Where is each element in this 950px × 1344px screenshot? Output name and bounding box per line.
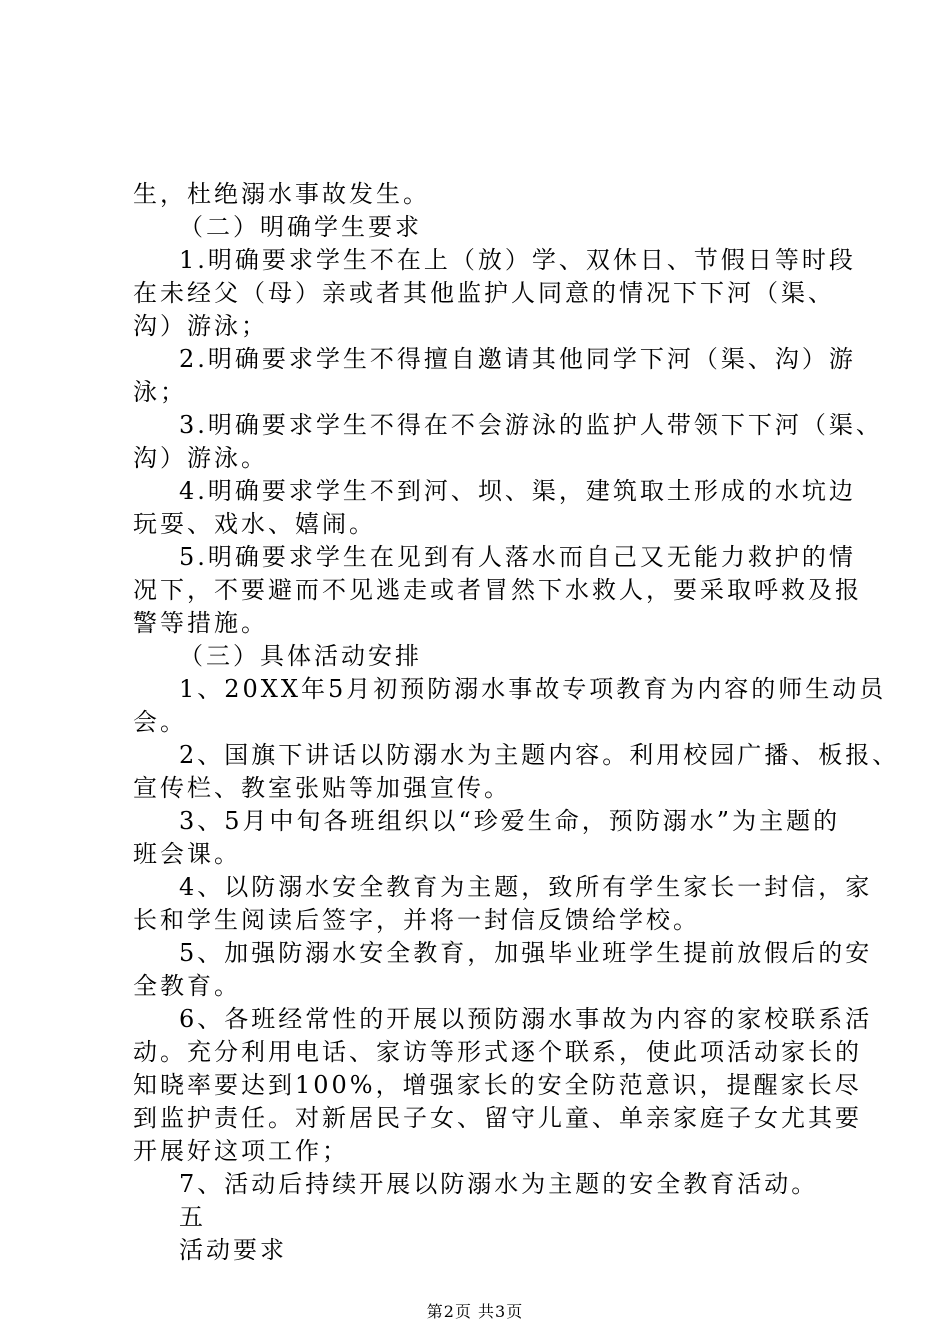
text-line: 1.明确要求学生不在上（放）学、双休日、节假日等时段: [179, 246, 856, 274]
text-line: 7、活动后持续开展以防溺水为主题的安全教育活动。: [179, 1170, 819, 1198]
text-line: 全教育。: [133, 972, 241, 1000]
text-line: 3、5月中旬各班组织以“珍爱生命，预防溺水”为主题的: [179, 807, 841, 835]
text-line: 宣传栏、教室张贴等加强宣传。: [133, 774, 511, 802]
text-line: 1、20XX年5月初预防溺水事故专项教育为内容的师生动员: [179, 675, 887, 703]
text-line: 沟）游泳。: [133, 444, 268, 472]
text-line: 6、各班经常性的开展以预防溺水事故为内容的家校联系活: [179, 1005, 873, 1033]
section-number: 五: [179, 1203, 206, 1231]
page-footer: 第2页 共3页: [426, 1302, 524, 1321]
text-line: 2、国旗下讲话以防溺水为主题内容。利用校园广播、板报、: [179, 741, 900, 769]
text-line: 在未经父（母）亲或者其他监护人同意的情况下下河（渠、: [133, 279, 835, 307]
text-line: 班会课。: [133, 840, 241, 868]
text-line: 长和学生阅读后签字，并将一封信反馈给学校。: [133, 906, 700, 934]
section-heading: （三）具体活动安排: [179, 642, 422, 670]
text-line: 玩耍、戏水、嬉闹。: [133, 510, 376, 538]
text-line: 警等措施。: [133, 609, 268, 637]
text-line: 开展好这项工作；: [133, 1137, 349, 1165]
text-line: 2.明确要求学生不得擅自邀请其他同学下河（渠、沟）游: [179, 345, 856, 373]
text-line: 3.明确要求学生不得在不会游泳的监护人带领下下河（渠、: [179, 411, 883, 439]
text-line: 沟）游泳；: [133, 312, 268, 340]
section-heading: （二）明确学生要求: [179, 213, 422, 241]
section-heading: 活动要求: [179, 1236, 287, 1264]
text-line: 会。: [133, 708, 187, 736]
text-line: 况下，不要避而不见逃走或者冒然下水救人，要采取呼救及报: [133, 576, 862, 604]
text-line: 5、加强防溺水安全教育，加强毕业班学生提前放假后的安: [179, 939, 873, 967]
text-line: 到监护责任。对新居民子女、留守儿童、单亲家庭子女尤其要: [133, 1104, 862, 1132]
text-line: 4、以防溺水安全教育为主题，致所有学生家长一封信，家: [179, 873, 873, 901]
text-line: 生，杜绝溺水事故发生。: [133, 180, 430, 208]
text-line: 动。充分利用电话、家访等形式逐个联系，使此项活动家长的: [133, 1038, 862, 1066]
text-line: 4.明确要求学生不到河、坝、渠，建筑取土形成的水坑边: [179, 477, 856, 505]
text-line: 知晓率要达到100%，增强家长的安全防范意识，提醒家长尽: [133, 1071, 862, 1099]
text-line: 5.明确要求学生在见到有人落水而自己又无能力救护的情: [179, 543, 856, 571]
text-line: 泳；: [133, 378, 187, 406]
